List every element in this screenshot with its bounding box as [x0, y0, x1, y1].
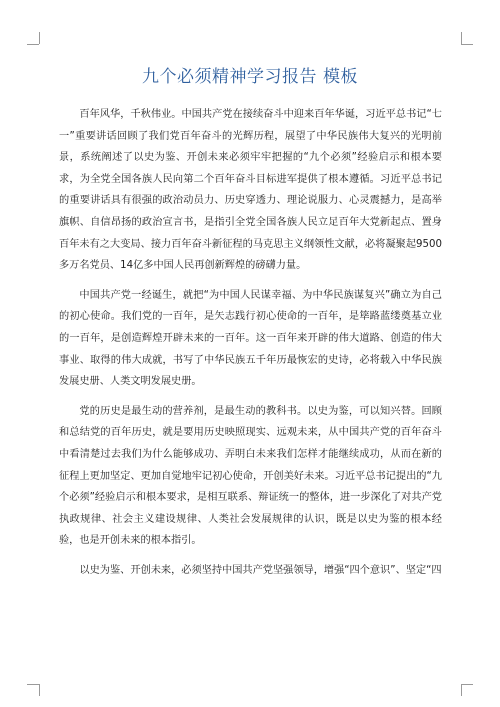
- crop-mark-top-right-v: [461, 32, 462, 44]
- crop-mark-bottom-right-v: [461, 684, 462, 696]
- document-body: [59, 104, 442, 589]
- paragraph-4: 以史为鉴、开创未来，必须坚持中国共产党坚强领导，增强“四个意识”、坚定“四: [79, 564, 442, 576]
- crop-mark-top-right-h: [461, 44, 473, 45]
- crop-mark-bottom-left-v: [39, 684, 40, 696]
- paragraph-1: 百年风华，千秋伟业。中国共产党在接续奋斗中迎来百年华诞，习近平总书记“七一”重要讲话回顾了我们党百年奋斗的光辉历程，展望了中华民族伟大复兴的光明前景，系统阐述了以史为鉴、开创未来必须牢牢把握的“九个必须”经验启示和根本要求，为全党全国各族人民向第二个百年奋斗目标进军提供了根本遵循。习近平总书记的重要讲话具有很强的政治动员力、历史穿透力、理论说服力、心灵震撼力，是高举旗帜、自信昂扬的政治宣言书，是指引全党全国各族人民立足百年大党新起点、置身百年未有之大变局、接力百年奋斗新征程的马克思主义纲领性文献，必将凝聚起9500多万名党员、14亿多中国人民再创新辉煌的磅礴力量。: [59, 109, 442, 272]
- crop-mark-bottom-left-h: [27, 684, 39, 685]
- crop-mark-top-left-v: [39, 32, 40, 44]
- crop-mark-top-left-h: [27, 44, 39, 45]
- paragraph-2: 中国共产党一经诞生，就把“为中国人民谋幸福、为中华民族谋复兴”确立为自己的初心使命。我们党的一百年，是矢志践行初心使命的一百年，是筚路蓝缕奠基立业的一百年，是创造辉煌开辟未来的一百年。这一百年来开辟的伟大道路、创造的伟大事业、取得的伟大成就，书写了中华民族五千年历最恢宏的史诗，必将载入中华民族发展史册、人类文明发展史册。: [59, 289, 442, 388]
- paragraph-3: 党的历史是最生动的营养剂，是最生动的教科书。以史为鉴，可以知兴替。回顾和总结党的百年历史，就是要用历史映照现实、远观未来，从中国共产党的百年奋斗中看清楚过去我们为什么能够成功、弄明白未来我们怎样才能继续成功，从而在新的征程上更加坚定、更加自觉地牢记初心使命，开创美好未来。习近平总书记提出的“九个必须”经验启示和根本要求，是相互联系、辩证统一的整体，进一步深化了对共产党执政规律、社会主义建设规律、人类社会发展规律的认识，既是以史为鉴的根本经验，也是开创未来的根本指引。: [59, 405, 442, 547]
- crop-mark-bottom-right-h: [461, 684, 473, 685]
- document-title: 九个必须精神学习报告 模板: [142, 67, 358, 87]
